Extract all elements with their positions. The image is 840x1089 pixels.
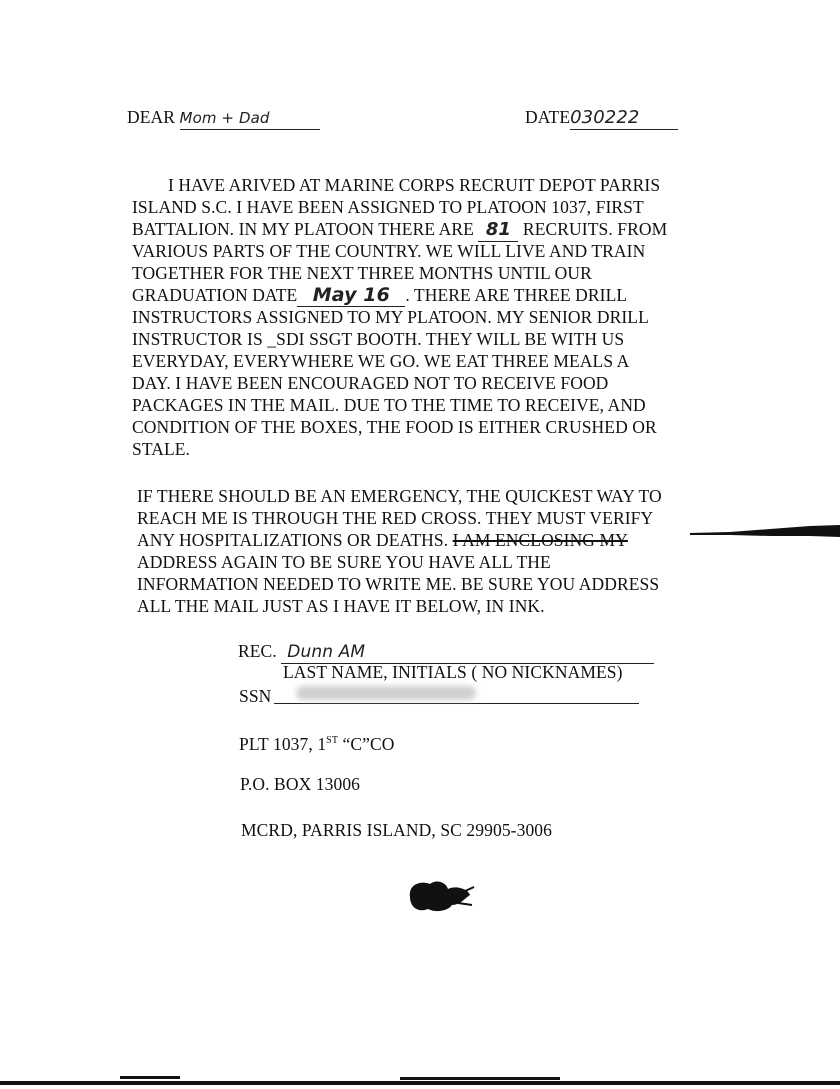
para1-line: CONDITION OF THE BOXES, THE FOOD IS EITHER CRUSHED OR [132,417,657,437]
salutation [127,106,320,130]
para2-line: IF THERE SHOULD BE AN EMERGENCY, THE QUICKEST WAY TO [137,486,662,506]
para1-text: RECRUITS. FROM [522,219,668,239]
para1-line [132,284,627,307]
para1-line: EVERYDAY, EVERYWHERE WE GO. WE EAT THREE MEALS A [132,351,630,371]
para1-line: INSTRUCTORS ASSIGNED TO MY PLATOON. MY SENIOR DRILL [132,307,649,327]
date-value: 030222 [570,107,678,130]
ssn-redaction [296,686,476,700]
plt-suffix: “C”CO [338,733,395,754]
date-label: DATE [525,107,571,127]
plt-prefix: PLT 1037, 1 [239,733,327,754]
para1-line: DAY. I HAVE BEEN ENCOURAGED NOT TO RECEIVE FOOD [132,373,609,393]
ssn-line [239,685,271,707]
para2-line: INFORMATION NEEDED TO WRITE ME. BE SURE YOU ADDRESS [137,574,660,594]
plt-line [239,730,395,755]
po-box: P.O. BOX 13006 [240,774,361,794]
dear-value: Mom + Dad [180,107,320,130]
dear-label: DEAR [127,107,176,127]
para1-line: I HAVE ARIVED AT MARINE CORPS RECRUIT DEPOT PARRIS [168,175,661,195]
para1-text: . THERE ARE THREE DRILL [405,285,628,305]
para1-line: ISLAND S.C. I HAVE BEEN ASSIGNED TO PLATOON 1037, FIRST [132,197,644,217]
para2-line: ADDRESS AGAIN TO BE SURE YOU HAVE ALL THE [137,552,551,572]
ssn-underline [274,703,639,704]
para1-line: VARIOUS PARTS OF THE COUNTRY. WE WILL LIVE AND TRAIN [132,241,646,261]
plt-sup: ST [326,735,339,746]
para1-line [132,218,667,242]
scan-artifact [120,1076,180,1079]
rec-label: REC. [238,641,277,661]
para1-text: BATTALION. IN MY PLATOON THERE ARE [132,219,474,239]
ink-blot-icon [402,875,478,917]
para1-line: STALE. [132,439,191,459]
recruit-count: 81 [478,219,518,242]
scan-bottom-border [0,1081,840,1085]
para2-line: ALL THE MAIL JUST AS I HAVE IT BELOW, IN INK. [137,596,545,616]
para1-line: TOGETHER FOR THE NEXT THREE MONTHS UNTIL OUR [132,263,592,283]
graduation-date: May 16 [297,284,405,307]
scan-streak [690,520,840,544]
ssn-label: SSN [239,686,272,706]
para2-line: REACH ME IS THROUGH THE RED CROSS. THEY MUST VERIFY [137,508,654,528]
para1-line: PACKAGES IN THE MAIL. DUE TO THE TIME TO RECEIVE, AND [132,395,646,415]
name-hint: LAST NAME, INITIALS ( NO NICKNAMES) [283,662,623,682]
rec-value: Dunn AM [281,641,654,664]
city-line: MCRD, PARRIS ISLAND, SC 29905-3006 [241,820,553,840]
para1-text: GRADUATION DATE [132,285,298,305]
struck-text: I AM ENCLOSING MY [452,530,628,550]
para2-text: ANY HOSPITALIZATIONS OR DEATHS. [137,530,449,550]
scan-artifact [400,1077,560,1080]
date-field [525,106,678,130]
para1-line: INSTRUCTOR IS _SDI SSGT BOOTH. THEY WILL BE WITH US [132,329,625,349]
para2-line [137,529,628,551]
